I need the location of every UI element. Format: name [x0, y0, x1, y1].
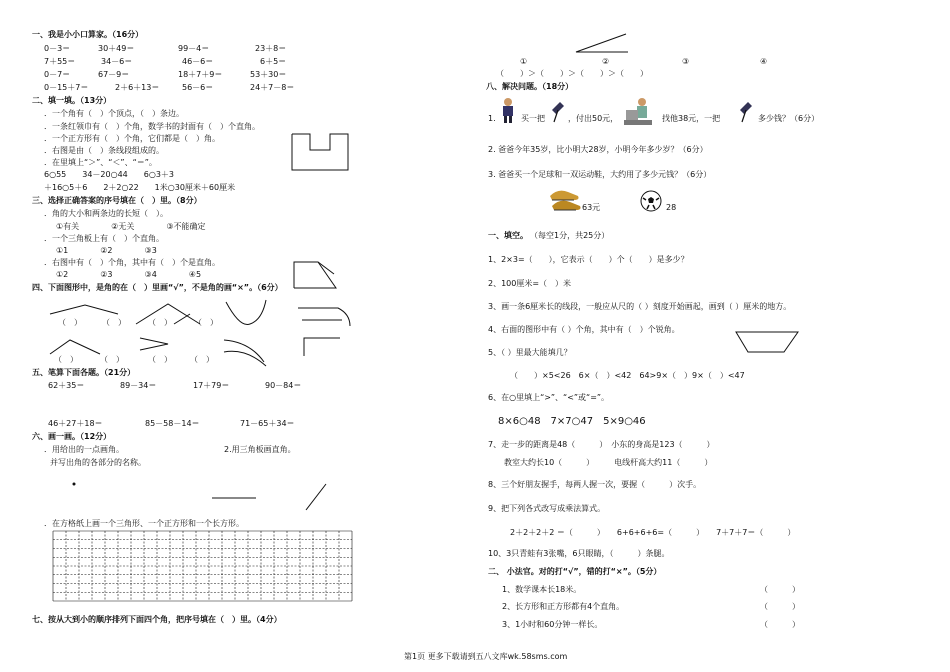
notched-shape-figure [290, 132, 350, 172]
judge-paren[interactable]: （ ） [760, 620, 800, 629]
calc-item: 6＋5＝ [260, 57, 287, 66]
fill-question: 10、3只青蛙有3张嘴，6只眼睛，（ ）条腿。 [488, 549, 670, 558]
answer-paren[interactable]: （ ） [194, 318, 218, 327]
section-3-title: 三、选择正确答案的序号填在（ ）里。（8分） [32, 196, 202, 205]
option-line: ①2 ②3 ③4 ④5 [56, 270, 202, 279]
question-line: 2. 爸爸今年35岁，比小明大28岁，小明今年多少岁？（6分） [488, 145, 708, 154]
question-line: ．角的大小和两条边的长短（ ）。 [44, 209, 168, 218]
fill-question: 3、画一条6厘米长的线段，一般应从尺的（ ）刻度开始画起，画到（ ）厘米的地方。 [488, 302, 792, 311]
angle-count-figure [292, 258, 338, 290]
calc-item: 23＋8＝ [255, 44, 287, 53]
fill-section-note: （每空1分，共25分） [530, 231, 610, 240]
calc-item: 7＋55＝ [44, 57, 76, 66]
answer-paren[interactable]: （ ） [148, 355, 172, 364]
q1-part: 1. [488, 114, 496, 123]
section-8-title: 八、解决问题。（18分） [486, 82, 574, 91]
question-line: 并写出角的各部分的名称。 [50, 458, 146, 467]
ball-price: 28 [666, 203, 677, 212]
fill-question: 1、2×3=（ ），它表示（ ）个（ ）是多少？ [488, 255, 689, 264]
fill-question: 5、（ ）里最大能填几？ [488, 348, 572, 357]
question-line: ＋16○5＋6 2＋2○22 1米○30厘米＋60厘米 [44, 183, 236, 192]
fill-subline: 教室大约长10（ ） 电线杆高大约11（ ） [504, 458, 713, 467]
question-line: 3. 爸爸买一个足球和一双运动鞋，大约用了多少元钱？（6分） [488, 170, 712, 179]
umbrella-icon [738, 100, 754, 124]
question-line: ．在方格纸上画一个三角形、一个正方形和一个长方形。 [44, 519, 244, 528]
calc-item: 0－3＝ [44, 44, 71, 53]
calc-item: 30＋49＝ [98, 44, 135, 53]
answer-paren[interactable]: （ ） [54, 355, 78, 364]
written-calc: 46＋27＋18＝ [48, 419, 103, 428]
calc-item: 0－7＝ [44, 70, 71, 79]
judge-item: 3、1小时和60分钟一样长。 [502, 620, 603, 629]
person-icon [497, 96, 519, 124]
q1-part: 多少钱？（6分） [758, 114, 820, 123]
calc-item: 99－4＝ [178, 44, 210, 53]
question-line: 6○55 34－20○44 6○3＋3 [44, 170, 175, 179]
fill-question: 8、三个好朋友握手，每两人握一次，要握（ ）次手。 [488, 480, 702, 489]
judge-paren[interactable]: （ ） [760, 602, 800, 611]
cashier-icon [624, 96, 652, 126]
option-line: ①有关 ②无关 ③不能确定 [56, 222, 206, 231]
answer-paren[interactable]: （ ） [190, 355, 214, 364]
question-line: ．右图中有（ ）个角，其中有（ ）个是直角。 [44, 258, 220, 267]
question-line: ．一个正方形有（ ）个角，它们都是（ ）角。 [44, 134, 220, 143]
angle-label: ④ [760, 57, 768, 66]
shoes-price: 63元 [582, 203, 601, 212]
calc-item: 56－6＝ [182, 83, 214, 92]
section-4-title: 四、下面图形中，是角的在（ ）里画“√”，不是角的画“×”。（6分） [32, 283, 283, 292]
answer-paren[interactable]: （ ） [148, 318, 172, 327]
angle-label: ③ [682, 57, 690, 66]
q1-part: ，付出50元， [568, 114, 619, 123]
option-line: ①1 ②2 ③3 [56, 246, 157, 255]
calc-item: 34－6＝ [101, 57, 133, 66]
written-calc: 62＋35＝ [48, 381, 85, 390]
question-line: ．一个角有（ ）个顶点，（ ）条边。 [44, 109, 184, 118]
section-5-title: 五、笔算下面各题。（21分） [32, 368, 136, 377]
judge-section-title: 二、 小法官。对的打“√”，错的打“×”。（5分） [488, 567, 662, 576]
fill-section-title: 一、填空。 [488, 231, 528, 240]
calc-item: 46－6＝ [182, 57, 214, 66]
calc-item: 67－9＝ [98, 70, 130, 79]
written-calc: 17＋79＝ [193, 381, 230, 390]
question-line: ．一个三角板上有（ ）个直角。 [44, 234, 164, 243]
order-answer-line: （ ）＞（ ）＞（ ）＞（ ） [496, 69, 648, 78]
compare-line: 8×6○48 7×7○47 5×9○46 [498, 416, 646, 427]
trapezoid-figure [734, 330, 800, 354]
question-line: ．用给出的一点画角。 [44, 445, 124, 454]
q1-part: 找他38元，一把 [662, 114, 721, 123]
written-calc: 89－34＝ [120, 381, 157, 390]
answer-paren[interactable]: （ ） [100, 355, 124, 364]
drawing-prompts [70, 478, 340, 514]
fill-question: 9、把下列各式改写成乘法算式。 [488, 504, 606, 513]
angle-label: ② [602, 57, 610, 66]
calc-item: 53＋30＝ [250, 70, 287, 79]
fill-subline: 2＋2＋2＋2 ＝（ ） 6+6+6+6=（ ） 7＋7＋7＝（ ） [510, 528, 796, 537]
answer-paren[interactable]: （ ） [58, 318, 82, 327]
written-calc: 90－84＝ [265, 381, 302, 390]
calc-item: 18＋7＋9＝ [178, 70, 223, 79]
question-line: ．右图是由（ ）条线段组成的。 [44, 146, 164, 155]
fill-question: 2、100厘米=（ ）米 [488, 279, 572, 288]
calc-item: 2＋6＋13＝ [115, 83, 160, 92]
fill-question: 4、右面的图形中有（ ）个角，其中有（ ）个锐角。 [488, 325, 680, 334]
judge-item: 2、长方形和正方形都有4个直角。 [502, 602, 625, 611]
fill-subline: （ ）×5<26 6×（ ）<42 64>9×（ ）9×（ ）<47 [510, 371, 745, 380]
angle-figure-top [572, 32, 632, 54]
fill-question: 7、走一步的距离是48（ ） 小东的身高是123（ ） [488, 440, 715, 449]
umbrella-icon [550, 100, 566, 124]
calc-item: 24＋7－8＝ [250, 83, 295, 92]
soccer-ball-icon [640, 190, 662, 212]
question-line: ．一条红领巾有（ ）个角，数学书的封面有（ ）个直角。 [44, 122, 260, 131]
judge-paren[interactable]: （ ） [760, 585, 800, 594]
sneakers-icon [548, 184, 582, 212]
grid-paper [52, 530, 358, 602]
question-line: ．在里填上“＞”、“＜”、“＝”。 [44, 158, 157, 167]
section-7-title: 七、按从大到小的顺序排列下面四个角，把序号填在（ ）里。（4分） [32, 615, 282, 624]
fill-question: 6、在○里填上“>”、“<”或“=”。 [488, 393, 610, 402]
question-line: 2.用三角板画直角。 [224, 445, 296, 454]
answer-paren[interactable]: （ ） [102, 318, 126, 327]
section-1-title: 一、我是小小口算家。（16分） [32, 30, 144, 39]
calc-item: 0－15＋7＝ [44, 83, 89, 92]
section-2-title: 二、填一填。（13分） [32, 96, 112, 105]
section-6-title: 六、画一画。（12分） [32, 432, 112, 441]
q1-part: 买一把 [521, 114, 545, 123]
written-calc: 85－58－14＝ [145, 419, 200, 428]
angle-label: ① [520, 57, 528, 66]
written-calc: 71－65＋34＝ [240, 419, 295, 428]
judge-item: 1、数学课本长18米。 [502, 585, 582, 594]
page-footer: 第1页 更多下载请到五八文库wk.58sms.com [404, 652, 568, 661]
